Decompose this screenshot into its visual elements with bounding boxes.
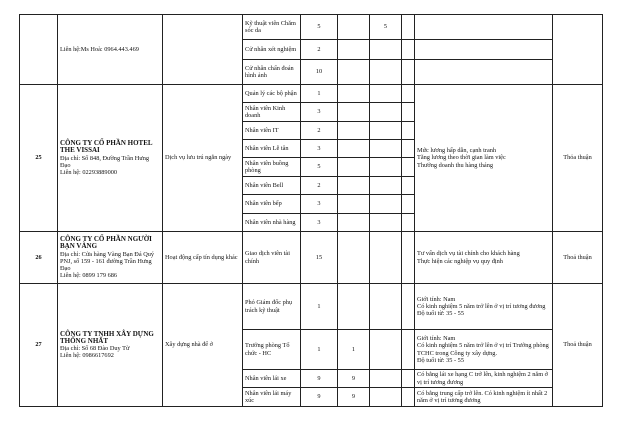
position-col6 (402, 40, 415, 60)
requirement-line: Giới tính: Nam (417, 295, 456, 303)
position-col6 (402, 195, 415, 214)
table-row (20, 15, 603, 40)
company-address: Địa chỉ: Cửa hàng Vàng Bạn Đá Quý PNJ, số 159 - 161 đường Trần Hưng Đạo (60, 250, 155, 272)
position-col4: 1 (338, 330, 370, 370)
table-row (20, 232, 603, 284)
position-col5 (370, 195, 402, 214)
position-col5 (370, 40, 402, 60)
position-col6 (402, 103, 415, 122)
stt-cell: 25 (20, 85, 58, 232)
position-title: Nhân viên IT (243, 122, 301, 140)
position-title: Cử nhân xét nghiệm (243, 40, 301, 60)
position-col5 (370, 388, 402, 407)
benefit-line: Thưởng doanh thu hàng tháng (417, 161, 493, 169)
position-col6 (402, 122, 415, 140)
requirement-cell (415, 370, 553, 388)
position-qty: 2 (301, 40, 338, 60)
position-col4 (338, 195, 370, 214)
salary-cell: Thoả thuận (553, 284, 603, 407)
position-qty: 2 (301, 177, 338, 195)
benefit-line: Mức lương hấp dẫn, cạnh tranh (417, 147, 497, 155)
position-col4 (338, 232, 370, 284)
position-title: Nhân viên Kinh doanh (243, 103, 301, 122)
benefit-line: Tăng lương theo thời gian làm việc (417, 154, 506, 162)
requirement-line: Giới tính: Nam (417, 335, 456, 343)
stt-cell (20, 15, 58, 85)
position-col5 (370, 330, 402, 370)
position-col4 (338, 122, 370, 140)
requirement-cell (415, 60, 553, 85)
position-qty: 3 (301, 214, 338, 232)
position-title: Phó Giám đốc phụ trách kỹ thuật (243, 284, 301, 330)
position-qty: 9 (301, 370, 338, 388)
position-col4 (338, 214, 370, 232)
company-contact: Liên hệ: 0899 179 686 (60, 272, 118, 279)
position-qty: 3 (301, 195, 338, 214)
salary-cell: Thoả thuận (553, 232, 603, 284)
industry-cell (163, 15, 243, 85)
position-col6 (402, 330, 415, 370)
position-col6 (402, 140, 415, 158)
requirement-line: Có kinh nghiệm 5 năm trở lên ở vị trí Trưởng phòng TCHC trong Công ty xây dựng. (417, 342, 549, 357)
position-col4: 9 (338, 388, 370, 407)
position-col4 (338, 140, 370, 158)
position-col5 (370, 60, 402, 85)
position-title: Nhân viên lái xe (243, 370, 301, 388)
salary-cell: Thỏa thuận (553, 85, 603, 232)
position-col6 (402, 284, 415, 330)
requirement-line: Độ tuổi từ: 35 - 55 (417, 356, 464, 364)
requirement-line: Có kinh nghiệm 5 năm trở lên ở vị trí tương đương Độ tuổi từ: 35 - 55 (417, 302, 546, 318)
position-col4 (338, 15, 370, 40)
position-title: Trưởng phòng Tổ chức - HC (243, 330, 301, 370)
company-address: Địa chỉ: Số 848, Đường Trần Hưng Đạo (60, 154, 150, 169)
salary-cell (553, 15, 603, 85)
position-col5 (370, 232, 402, 284)
position-qty: 1 (301, 330, 338, 370)
position-col6 (402, 177, 415, 195)
position-col5 (370, 103, 402, 122)
position-qty: 2 (301, 122, 338, 140)
position-title: Nhân viên Bell (243, 177, 301, 195)
position-qty: 3 (301, 140, 338, 158)
company-name: CÔNG TY TNHH XÂY DỰNG THỐNG NHẤT (60, 329, 154, 345)
company-cell (58, 85, 163, 232)
company-contact: Liên hệ: 0986617692 (60, 352, 114, 360)
position-qty: 15 (301, 232, 338, 284)
table-row (20, 284, 603, 330)
position-col5 (370, 370, 402, 388)
requirement-line: Có bằng trung cấp trở lên. Có kinh nghiệm ít nhất 2 năm ở vị trí tương đương (417, 389, 548, 404)
position-title: Nhân viên Lễ tân (243, 140, 301, 158)
table-row (20, 85, 603, 103)
company-cell (58, 15, 163, 85)
position-col5 (370, 284, 402, 330)
company-contact: Liên hệ:Ms Hoà: 0964.443.469 (60, 45, 139, 53)
position-col5 (370, 214, 402, 232)
position-qty: 5 (301, 15, 338, 40)
requirement-cell (415, 284, 553, 330)
position-col4 (338, 40, 370, 60)
requirement-cell (415, 15, 553, 40)
industry-cell: Hoạt động cấp tín dụng khác (163, 232, 243, 284)
requirement-cell (415, 388, 553, 407)
stt-cell: 26 (20, 232, 58, 284)
position-qty: 1 (301, 85, 338, 103)
position-col4 (338, 177, 370, 195)
requirement-line: Có bằng lái xe hạng C trở lên, kinh nghiệm 2 năm ở vị trí tương đương (417, 371, 549, 386)
position-qty: 5 (301, 158, 338, 177)
position-col5 (370, 177, 402, 195)
benefit-line: Thực hiện các nghiệp vụ quy định (417, 257, 503, 265)
position-title: Nhân viên nhà hàng (243, 214, 301, 232)
position-col4: 9 (338, 370, 370, 388)
position-title: Cử nhân chẩn đoán hình ảnh (243, 60, 301, 85)
position-col5: 5 (370, 15, 402, 40)
position-title: Giao dịch viên tài chính (243, 232, 301, 284)
position-col6 (402, 85, 415, 103)
position-col6 (402, 232, 415, 284)
benefits-cell (415, 232, 553, 284)
position-title: Quản lý các bộ phận (243, 85, 301, 103)
position-col4 (338, 103, 370, 122)
position-col5 (370, 158, 402, 177)
position-col6 (402, 60, 415, 85)
company-address: Địa chỉ: Số 68 Đào Duy Từ (60, 345, 130, 353)
company-name: CÔNG TY CỔ PHẦN NGƯỜI BẠN VÀNG (60, 234, 152, 251)
benefits-cell (415, 85, 553, 232)
position-col4 (338, 158, 370, 177)
position-qty: 3 (301, 103, 338, 122)
recruitment-table (19, 14, 603, 407)
position-qty: 9 (301, 388, 338, 407)
position-title: Nhân viên bếp (243, 195, 301, 214)
position-col4 (338, 284, 370, 330)
position-col6 (402, 214, 415, 232)
position-title: Kỹ thuật viên Chăm sóc da (243, 15, 301, 40)
company-name: CÔNG TY CỔ PHẦN HOTEL THE VISSAI (60, 138, 153, 155)
industry-cell: Dịch vụ lưu trú ngắn ngày (163, 85, 243, 232)
industry-cell: Xây dựng nhà để ở (163, 284, 243, 407)
position-title: Nhân viên lái máy xúc (243, 388, 301, 407)
position-col5 (370, 85, 402, 103)
benefit-line: Tư vấn dịch vụ tài chính cho khách hàng (417, 250, 520, 258)
requirement-cell (415, 40, 553, 60)
position-col6 (402, 15, 415, 40)
position-col5 (370, 140, 402, 158)
table-body (20, 15, 603, 407)
position-col4 (338, 85, 370, 103)
position-col6 (402, 158, 415, 177)
stt-cell: 27 (20, 284, 58, 407)
position-col5 (370, 122, 402, 140)
requirement-cell (415, 330, 553, 370)
position-col6 (402, 388, 415, 407)
position-col6 (402, 370, 415, 388)
company-cell (58, 232, 163, 284)
company-contact: Liên hệ: 02293889000 (60, 168, 118, 176)
company-cell (58, 284, 163, 407)
position-qty: 1 (301, 284, 338, 330)
position-title: Nhân viên buồng phòng (243, 158, 301, 177)
position-qty: 10 (301, 60, 338, 85)
position-col4 (338, 60, 370, 85)
